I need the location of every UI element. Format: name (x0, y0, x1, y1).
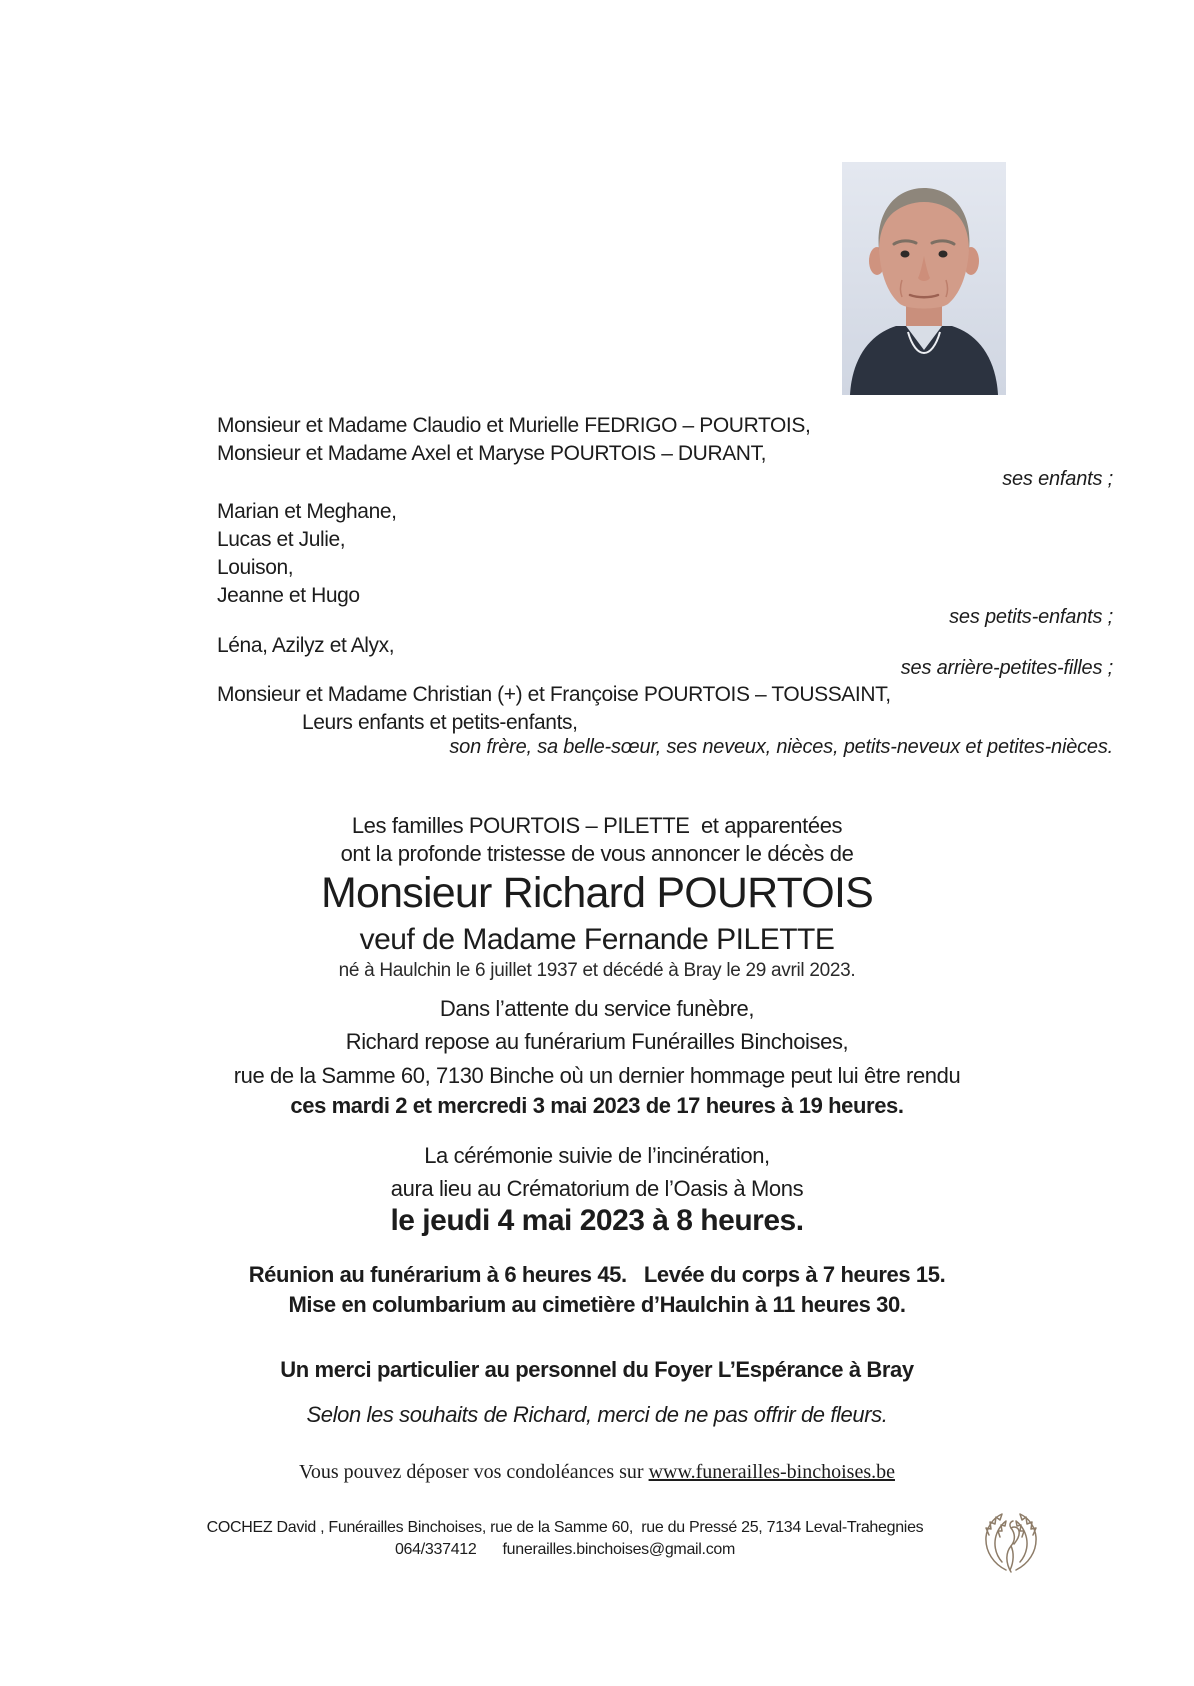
thanks-line: Un merci particulier au personnel du Foyer L’Espérance à Bray (280, 1357, 914, 1382)
repose-line-2: rue de la Samme 60, 7130 Binche où un dernier hommage peut lui être rendu (233, 1063, 961, 1088)
family-line: Léna, Azilyz et Alyx, (217, 634, 395, 657)
visitation-times: ces mardi 2 et mercredi 3 mai 2023 de 17 heures à 19 heures. (290, 1093, 904, 1118)
family-line: Lucas et Julie, (217, 528, 346, 551)
grandchildren-label: ses petits-enfants ; (949, 606, 1113, 628)
no-flowers-line: Selon les souhaits de Richard, merci de ne pas offrir de fleurs. (306, 1402, 888, 1427)
announcement-intro-1: Les familles POURTOIS – PILETTE et apparentées (351, 813, 843, 838)
reunion-times: Réunion au funérarium à 6 heures 45. Levée du corps à 7 heures 15. (248, 1262, 946, 1287)
portrait-photo-drawing (842, 162, 1006, 395)
children-label: ses enfants ; (1002, 468, 1113, 490)
columbarium-line: Mise en columbarium au cimetière d’Haulchin à 11 heures 30. (288, 1292, 906, 1317)
condolences-link[interactable]: www.funerailles-binchoises.be (648, 1461, 895, 1483)
grandchildren-names (217, 498, 397, 610)
great-grandchildren-label: ses arrière-petites-filles ; (900, 657, 1113, 679)
children-names (217, 412, 810, 468)
deceased-relation: veuf de Madame Fernande PILETTE (359, 923, 835, 956)
sibling-names (217, 681, 891, 737)
ceremony-line-1: La cérémonie suivie de l’incinération, (424, 1143, 770, 1168)
family-line: Jeanne et Hugo (217, 584, 360, 607)
funeral-home-contact (0, 1539, 1130, 1561)
portrait-photo (842, 162, 1006, 395)
announcement-intro-2: ont la profonde tristesse de vous annoncer le décès de (340, 841, 854, 866)
condolences-text: Vous pouvez déposer vos condoléances sur (299, 1461, 649, 1483)
family-line: Monsieur et Madame Christian (+) et Françoise POURTOIS – TOUSSAINT, (217, 683, 891, 706)
family-line: Marian et Meghane, (217, 500, 397, 523)
life-dates: né à Haulchin le 6 juillet 1937 et décédé à Bray le 29 avril 2023. (338, 960, 856, 981)
ceremony-date: le jeudi 4 mai 2023 à 8 heures. (390, 1204, 804, 1237)
email-address: funerailles.binchoises@gmail.com (502, 1541, 736, 1558)
phone-number: 064/337412 (394, 1541, 477, 1558)
ceremony-line-2: aura lieu au Crématorium de l’Oasis à Mons (390, 1176, 804, 1201)
deceased-name: Monsieur Richard POURTOIS (321, 869, 873, 917)
repose-line-1: Richard repose au funérarium Funérailles Binchoises, (345, 1029, 849, 1054)
phoenix-bird-logo (978, 1506, 1044, 1578)
address-line: COCHEZ David , Funérailles Binchoises, rue de la Samme 60, rue du Pressé 25, 7134 Leval-Trahegnies (206, 1519, 924, 1536)
phoenix-bird-icon (978, 1506, 1044, 1578)
service-attente: Dans l’attente du service funèbre, (439, 996, 755, 1021)
family-line: Louison, (217, 556, 294, 579)
family-line: Leurs enfants et petits-enfants, (302, 711, 578, 734)
funeral-home-address (0, 1517, 1130, 1539)
family-line: Monsieur et Madame Claudio et Murielle FEDRIGO – POURTOIS, (217, 414, 811, 437)
great-grandchildren-names (217, 632, 394, 660)
condolences-line (0, 1461, 1194, 1484)
sibling-label: son frère, sa belle-sœur, ses neveux, nièces, petits-neveux et petites-nièces. (449, 736, 1113, 758)
family-line: Monsieur et Madame Axel et Maryse POURTOIS – DURANT, (217, 442, 767, 465)
